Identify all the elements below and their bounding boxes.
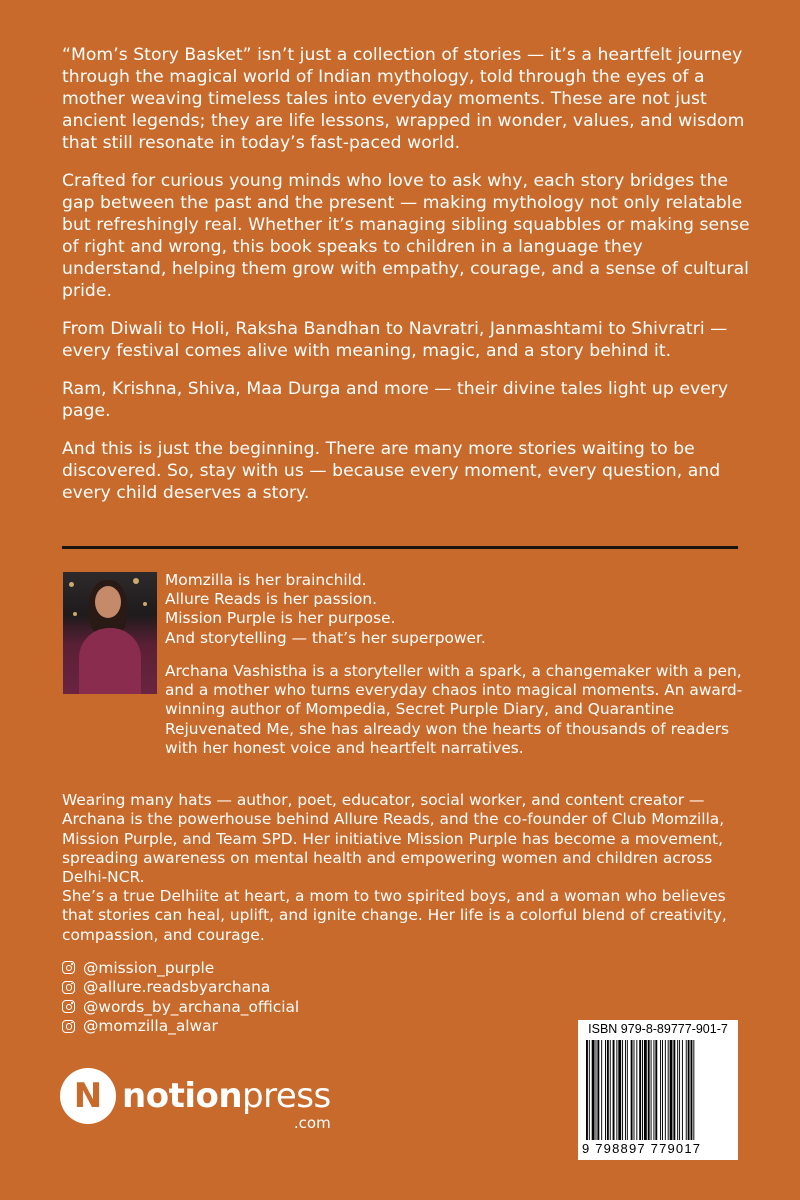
book-blurb <box>62 44 752 520</box>
social-handle: @allure.readsbyarchana <box>83 978 271 997</box>
author-bio-paragraph-2: Wearing many hats — author, poet, educator, social worker, and content creator — Archana is the powerhouse behind Allure Reads, and the co-founder of Club Momzilla, Mission Purple, and Team SPD. Her initiative Mission Purple has become a movement, spreading awareness on mental health and empowering women and children across Delhi-NCR. <box>62 791 725 887</box>
instagram-icon <box>62 1020 75 1033</box>
barcode-bars <box>586 1040 732 1140</box>
section-divider <box>62 546 738 549</box>
blurb-paragraph-5: And this is just the beginning. There are many more stories waiting to be discovered. So, stay with us — because every moment, every question, and every child deserves a story. <box>62 439 721 503</box>
author-section <box>165 571 755 772</box>
social-handle: @momzilla_alwar <box>83 1017 218 1036</box>
social-handle: @words_by_archana_official <box>83 997 300 1016</box>
isbn-label: ISBN 979-8-89777-901-7 <box>588 1022 728 1036</box>
social-handle: @mission_purple <box>83 958 215 977</box>
social-links <box>62 958 299 1036</box>
author-bio-paragraph-3: She’s a true Delhiite at heart, a mom to two spirited boys, and a woman who believes that stories can heal, uplift, and ignite change. Her life is a colorful blend of creativity, compassion, and courage. <box>62 887 727 944</box>
publisher-wordmark <box>122 1076 331 1132</box>
social-link[interactable] <box>62 1017 299 1037</box>
publisher-logo <box>60 1068 331 1132</box>
publisher-domain: .com <box>293 1114 331 1132</box>
instagram-icon <box>62 1000 75 1013</box>
tagline-line-4: And storytelling — that’s her superpower. <box>165 628 486 647</box>
blurb-paragraph-3: From Diwali to Holi, Raksha Bandhan to Navratri, Janmashtami to Shivratri — every festival comes alive with meaning, magic, and a story behind it. <box>62 319 728 361</box>
author-bio-3-container <box>62 887 752 945</box>
notionpress-mark-icon <box>60 1068 116 1124</box>
blurb-paragraph-1: “Mom’s Story Basket” isn’t just a collection of stories — it’s a heartfelt journey through the magical world of Indian mythology, told through the eyes of a mother weaving timeless tales into everyday moments. These are not just ancient legends; they are life lessons, wrapped in wonder, values, and wisdom that still resonate in today’s fast-paced world. <box>62 45 745 153</box>
author-tagline <box>165 571 755 648</box>
barcode-digits: 9 798897 779017 <box>582 1141 702 1156</box>
publisher-name-part2: press <box>242 1076 331 1116</box>
logo-letter: N <box>73 1076 103 1116</box>
blurb-paragraph-2: Crafted for curious young minds who love to ask why, each story bridges the gap between the past and the present — making mythology not only relatable but refreshingly real. Whether it’s managing sibling squabbles or making sense of right and wrong, this book speaks to children in a language they understand, helping them grow with empathy, courage, and a sense of cultural pride. <box>62 171 750 301</box>
blurb-paragraph-4: Ram, Krishna, Shiva, Maa Durga and more — their divine tales light up every page. <box>62 379 729 421</box>
social-link[interactable] <box>62 958 299 978</box>
tagline-line-2: Allure Reads is her passion. <box>165 590 377 609</box>
publisher-name-part1: notion <box>122 1076 243 1116</box>
author-bio-paragraph-1: Archana Vashistha is a storyteller with a spark, a changemaker with a pen, and a mother who turns everyday chaos into magical moments. An award-winning author of Mompedia, Secret Purple Diary, and Quarantine Rejuvenated Me, she has already won the hearts of thousands of readers with her honest voice and heartfelt narratives. <box>165 661 743 757</box>
tagline-line-3: Mission Purple is her purpose. <box>165 609 396 628</box>
author-bio-2-container <box>62 791 752 887</box>
author-photo <box>63 572 157 694</box>
social-link[interactable] <box>62 997 299 1017</box>
tagline-line-1: Momzilla is her brainchild. <box>165 571 367 589</box>
instagram-icon <box>62 961 75 974</box>
isbn-barcode <box>578 1020 738 1160</box>
social-link[interactable] <box>62 978 299 998</box>
instagram-icon <box>62 981 75 994</box>
